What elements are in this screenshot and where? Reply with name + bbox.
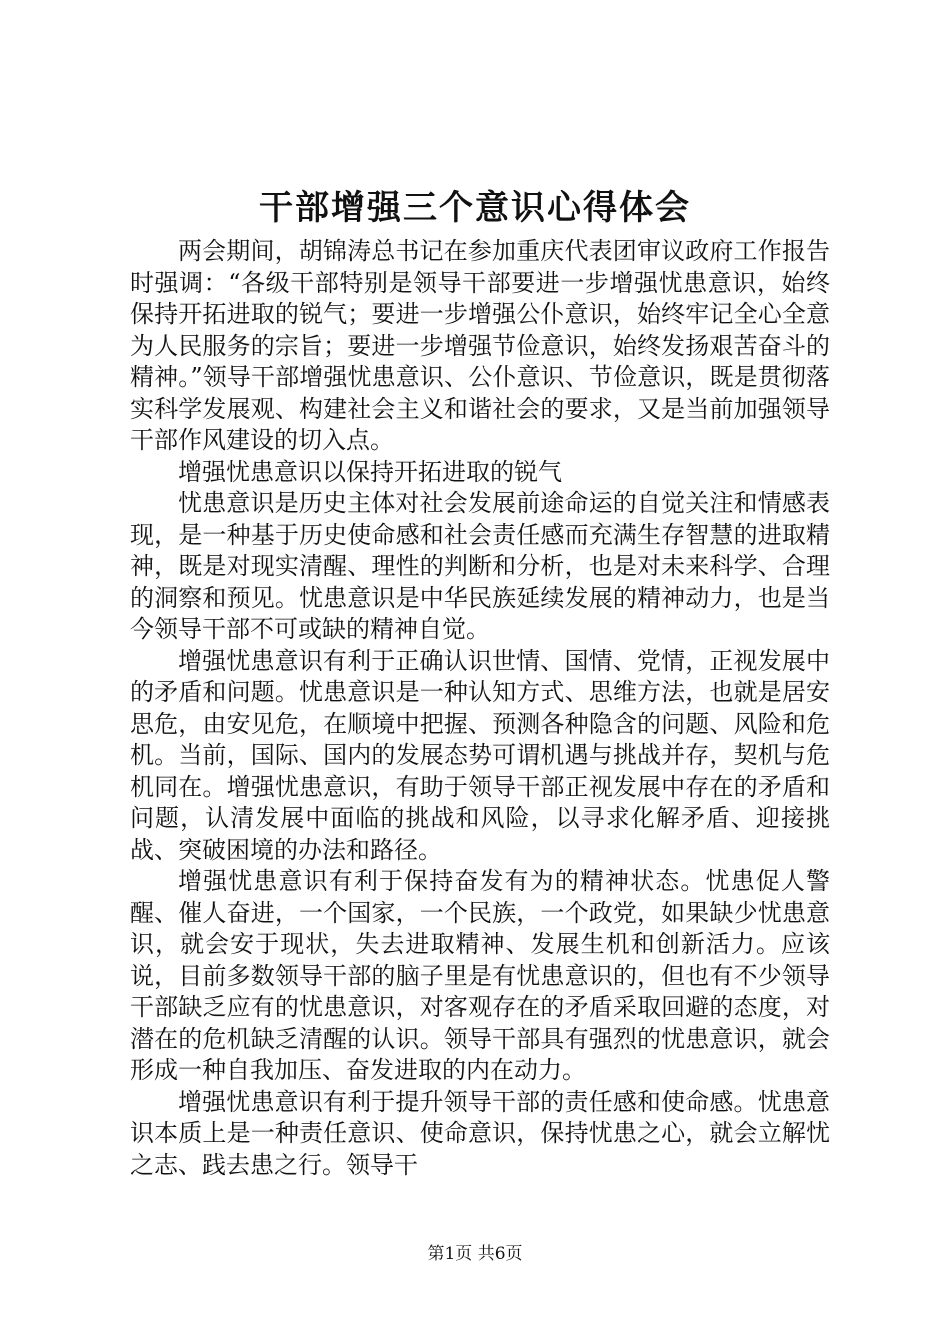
paragraph: 两会期间，胡锦涛总书记在参加重庆代表团审议政府工作报告时强调：“各级干部特别是领导干部要进一步增强忧患意识，始终保持开拓进取的锐气；要进一步增强公仆意识，始终牢记全心全意为人民服务的宗旨；要进一步增强节俭意识，始终发扬艰苦奋斗的精神。”领导干部增强忧患意识、公仆意识、节俭意识，既是贯彻落实科学发展观、构建社会主义和谐社会的要求，又是当前加强领导干部作风建设的切入点。: [130, 237, 830, 454]
paragraph: 增强忧患意识有利于正确认识世情、国情、党情，正视发展中的矛盾和问题。忧患意识是一种认知方式、思维方法，也就是居安思危，由安见危，在顺境中把握、预测各种隐含的问题、风险和危机。当前，国际、国内的发展态势可谓机遇与挑战并存，契机与危机同在。增强忧患意识，有助于领导干部正视发展中存在的矛盾和问题，认清发展中面临的挑战和风险，以寻求化解矛盾、迎接挑战、突破困境的办法和路径。: [130, 646, 830, 864]
section-heading: 增强忧患意识以保持开拓进取的锐气: [178, 457, 562, 486]
page-number-footer: 第1页 共6页: [427, 1244, 523, 1264]
paragraph: 增强忧患意识有利于保持奋发有为的精神状态。忧患促人警醒、催人奋进，一个国家，一个民族，一个政党，如果缺少忧患意识，就会安于现状，失去进取精神、发展生机和创新活力。应该说，目前多数领导干部的脑子里是有忧患意识的，但也有不少领导干部缺乏应有的忧患意识，对客观存在的矛盾采取回避的态度，对潜在的危机缺乏清醒的认识。领导干部具有强烈的忧患意识，就会形成一种自我加压、奋发进取的内在动力。: [130, 867, 830, 1084]
paragraph: 忧患意识是历史主体对社会发展前途命运的自觉关注和情感表现，是一种基于历史使命感和社会责任感而充满生存智慧的进取精神，既是对现实清醒、理性的判断和分析，也是对未来科学、合理的洞察和预见。忧患意识是中华民族延续发展的精神动力，也是当今领导干部不可或缺的精神自觉。: [130, 489, 830, 643]
paragraph: 增强忧患意识有利于提升领导干部的责任感和使命感。忧患意识本质上是一种责任意识、使命意识，保持忧患之心，就会立解忧之志、践去患之行。领导干: [130, 1087, 830, 1179]
document-title: 干部增强三个意识心得体会: [259, 188, 691, 228]
document-body: [130, 236, 830, 1181]
